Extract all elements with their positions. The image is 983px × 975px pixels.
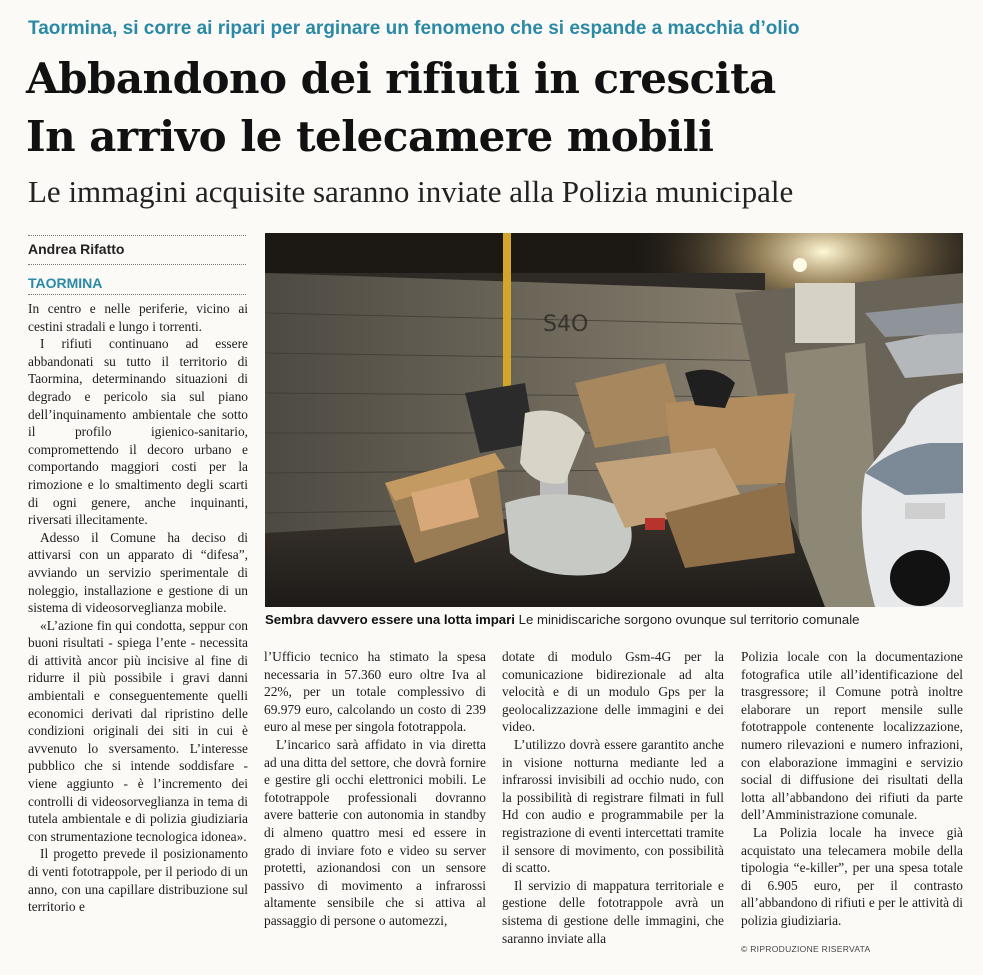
headline xyxy=(26,50,776,166)
paragraph: Il servizio di mappatura territoriale e gestione delle fototrappole avrà un sistema di gestione delle immagini, che saranno inviate alla xyxy=(502,877,724,946)
article-column-2 xyxy=(264,648,486,930)
article-column-1 xyxy=(28,300,248,916)
paragraph: Adesso il Comune ha deciso di attivarsi con un apparato di “difesa”, avviando un servizio sperimentale di noleggio, installazione e gestione di un sistema di videosorveglianza mobile. xyxy=(28,529,248,616)
byline-rule-middle xyxy=(28,264,246,265)
graffiti: S4O xyxy=(543,312,589,337)
byline: Andrea Rifatto xyxy=(28,241,125,257)
byline-rule-top xyxy=(28,235,246,236)
caption-bold: Sembra davvero essere una lotta impari xyxy=(265,612,515,627)
byline-rule-bottom xyxy=(28,294,246,295)
subheadline: Le immagini acquisite saranno inviate alla Polizia municipale xyxy=(28,174,794,209)
kicker: Taormina, si corre ai ripari per arginare un fenomeno che si espande a macchia d’olio xyxy=(28,18,800,39)
paragraph: In centro e nelle periferie, vicino ai cestini stradali e lungo i torrenti. xyxy=(28,301,248,334)
paragraph: I rifiuti continuano ad essere abbandonati su tutto il territorio di Taormina, determinando situazioni di degrado e pericolo sia sul piano dell’inquinamento ambientale che sotto il profilo igienico-sanitario, compromettendo il decoro urbano e comportando maggiori costi per la rimozione e lo smaltimento degli scarti di ogni genere, anche inquinanti, riversati illecitamente. xyxy=(28,336,248,528)
article-column-3 xyxy=(502,648,724,947)
article-column-4 xyxy=(741,648,963,930)
article-photo xyxy=(265,233,963,607)
dateline: TAORMINA xyxy=(28,275,103,291)
headline-line-2: In arrivo le telecamere mobili xyxy=(26,112,714,161)
paragraph: dotate di modulo Gsm-4G per la comunicazione bidirezionale ad alta velocità e di un modulo Gps per la geolocalizzazione delle immagini e dei video. xyxy=(502,649,724,735)
caption-text: Le minidiscariche sorgono ovunque sul territorio comunale xyxy=(518,612,860,627)
paragraph: L’incarico sarà affidato in via diretta ad una ditta del settore, che dovrà fornire e gestire gli occhi elettronici mobili. Le fototrappole professionali dovranno avere batterie con autonomia in standby di almeno quattro mesi ed essere in grado di inviare foto e video su server protetti, azionandosi con un sensore passivo di movimento a infrarossi altamente sensibile che si attiva al passaggio di persone o automezzi, xyxy=(264,736,486,928)
paragraph: l’Ufficio tecnico ha stimato la spesa necessaria in 57.360 euro oltre Iva al 22%, per un totale complessivo di 69.979 euro, calcolando un costo di 239 euro al mese per singola fototrappola. xyxy=(264,649,486,735)
copyright-notice: © RIPRODUZIONE RISERVATA xyxy=(741,944,871,954)
paragraph: Il progetto prevede il posizionamento di venti fototrappole, per il periodo di un anno, con una capillare distribuzione sul territorio e xyxy=(28,846,248,915)
photo-caption xyxy=(265,612,965,627)
paragraph: L’utilizzo dovrà essere garantito anche in visione notturna mediante led a infrarossi invisibili ad occhio nudo, con la possibilità di registrare filmati in full Hd con audio e programmabile per la registrazione di eventi intercettati tramite il sensore di movimento, con possibilità di scatto. xyxy=(502,736,724,876)
paragraph: «L’azione fin qui condotta, seppur con buoni risultati - spiega l’ente - necessita di attività ancor più incisive al fine di ridurre il più possibile i gravi danni ambientali e conseguentemente quelli economici derivati dal ripristino delle condizioni originali dei siti in cui è avvenuto lo sversamento. L’interesse pubblico che si intende soddisfare - viene aggiunto - è l’incremento dei controlli di videosorveglianza in tema di tutela ambientale e di polizia giudiziaria con strumentazione tecnologica idonea». xyxy=(28,617,248,844)
paragraph: La Polizia locale ha invece già acquistato una telecamera mobile della tipologia “e-killer”, per una spesa totale di 6.905 euro, per il contrasto all’abbandono di rifiuti e per le attività di polizia giudiziaria. xyxy=(741,824,963,928)
headline-line-1: Abbandono dei rifiuti in crescita xyxy=(26,54,776,103)
paragraph: Polizia locale con la documentazione fotografica utile all’identificazione del trasgressore; il Comune potrà inoltre elaborare un report mensile sulle fototrappole contenente localizzazione, numero rilevazioni e numero infrazioni, con elaborazione immagini e servizio social di diffusione dei risultati della lotta all’abbandono dei rifiuti da parte dell’Amministrazione comunale. xyxy=(741,649,963,823)
garbage-street-photo xyxy=(265,233,963,607)
